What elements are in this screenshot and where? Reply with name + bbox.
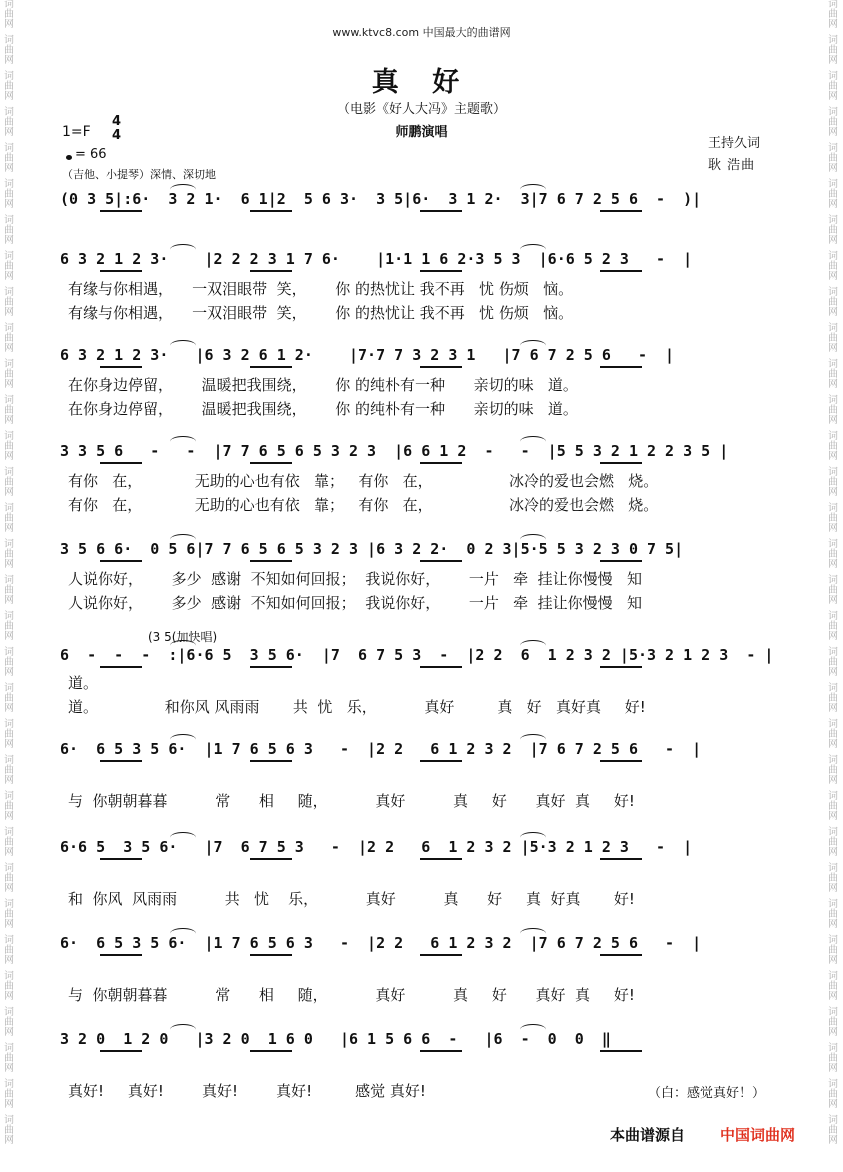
watermark-glyph: 词 曲 网 [4,791,14,822]
watermark-glyph: 词 曲 网 [828,719,838,750]
watermark-glyph: 词 曲 网 [4,683,14,714]
right-watermark [826,0,840,1172]
watermark-glyph: 词 曲 网 [4,575,14,606]
watermark-glyph: 词 曲 网 [828,935,838,966]
tempo-mark [66,147,107,162]
watermark-glyph: 词 曲 网 [828,611,838,642]
watermark-glyph: 词 曲 网 [828,287,838,318]
slur-mark [520,734,546,745]
watermark-glyph: 词 曲 网 [4,611,14,642]
left-watermark [2,0,16,1172]
rhythm-beam [600,760,642,762]
watermark-glyph: 词 曲 网 [828,755,838,786]
watermark-glyph: 词 曲 网 [828,35,838,66]
slur-mark [520,640,546,651]
watermark-glyph: 词 曲 网 [828,143,838,174]
meter-bottom: 4 [112,128,122,143]
lyric-line: 与 你朝朝暮暮 常 相 随， 真好 真 好 真好 真 好! [68,792,635,810]
rhythm-beam [250,858,292,860]
rhythm-beam [420,1050,462,1052]
rhythm-beam [420,858,462,860]
slur-mark [170,436,196,447]
notation-line: 6·6 5 3 5 6· |7 6 7 5 3 - |2 2 6 1 2 3 2 |5·3 2 1 2 3 - | [60,838,693,856]
rhythm-beam [420,954,462,956]
rhythm-beam [100,462,142,464]
rhythm-beam [420,760,462,762]
rhythm-beam [250,366,292,368]
rhythm-beam [600,954,642,956]
rhythm-beam [100,954,142,956]
watermark-glyph: 词 曲 网 [828,539,838,570]
watermark-glyph: 词 曲 网 [4,107,14,138]
watermark-glyph: 词 曲 网 [4,719,14,750]
watermark-glyph: 词 曲 网 [4,539,14,570]
watermark-glyph: 词 曲 网 [4,0,14,30]
watermark-glyph: 词 曲 网 [828,359,838,390]
watermark-glyph: 词 曲 网 [4,1079,14,1110]
key-signature: 1=F [62,124,91,140]
watermark-glyph: 词 曲 网 [828,1115,838,1146]
watermark-glyph: 词 曲 网 [4,1115,14,1146]
slur-mark [520,436,546,447]
time-signature [112,115,121,143]
rhythm-beam [600,462,642,464]
dialog-note: （白：感觉真好！） [648,1086,766,1101]
notation-line: 3 2 0 1 2 0 |3 2 0 1 6 0 |6 1 5 6 6 - |6 - 0 0 ‖ [60,1030,611,1048]
rhythm-beam [420,666,462,668]
meter-top: 4 [112,114,122,129]
footer-source: 本曲谱源自 [610,1126,686,1144]
lyric-line: 人说你好， 多少 感谢 不知如何回报； 我说你好， 一片 牵 挂让你慢慢 知 [68,594,642,612]
lyric-line: 道。 [68,674,99,692]
rhythm-beam [250,270,292,272]
watermark-glyph: 词 曲 网 [828,863,838,894]
slur-mark [520,1024,546,1035]
repeat-lead-note: (3 5(加快唱) [148,630,218,644]
rhythm-beam [100,858,142,860]
song-title: 真 好 [371,67,472,98]
watermark-glyph: 词 曲 网 [828,683,838,714]
rhythm-beam [100,760,142,762]
slur-mark [170,340,196,351]
watermark-glyph: 词 曲 网 [4,359,14,390]
lyric-line: 和 你风 风雨雨 共 忧 乐， 真好 真 好 真 好真 好! [68,890,635,908]
watermark-glyph: 词 曲 网 [4,431,14,462]
watermark-glyph: 词 曲 网 [828,1007,838,1038]
rhythm-beam [100,366,142,368]
watermark-glyph: 词 曲 网 [4,755,14,786]
rhythm-beam [420,560,462,562]
lyric-line: 在你身边停留， 温暖把我围绕， 你 的纯朴有一种 亲切的味 道。 [68,376,578,394]
slur-mark [170,1024,196,1035]
rhythm-beam [600,270,642,272]
watermark-glyph: 词 曲 网 [4,899,14,930]
lyric-line: 有缘与你相遇， 一双泪眼带 笑， 你 的热忧让 我不再 忧 伤烦 恼。 [68,280,574,298]
rhythm-beam [600,210,642,212]
rhythm-beam [250,462,292,464]
composer-credit: 耿 浩曲 [708,158,756,173]
lyric-line: 有你 在， 无助的心也有依 靠； 有你 在， 冰冷的爱也会燃 烧。 [68,496,659,514]
watermark-glyph: 词 曲 网 [828,467,838,498]
rhythm-beam [250,210,292,212]
notation-line: 6 - - - :|6·6 5 3 5 6· |7 6 7 5 3 - |2 2 6 1 2 3 2 |5·3 2 1 2 3 - | [60,646,774,664]
watermark-glyph: 词 曲 网 [828,575,838,606]
slur-mark [170,734,196,745]
watermark-glyph: 词 曲 网 [4,1007,14,1038]
watermark-glyph: 词 曲 网 [4,647,14,678]
watermark-glyph: 词 曲 网 [4,143,14,174]
watermark-glyph: 词 曲 网 [828,791,838,822]
notation-line: 6 3 2 1 2 3· |2 2 2 3 1 7 6· |1·1 1 6 2·3 5 3 |6·6 5 2 3 - | [60,250,693,268]
watermark-glyph: 词 曲 网 [4,467,14,498]
rhythm-beam [100,666,142,668]
watermark-glyph: 词 曲 网 [4,863,14,894]
lyric-line: 人说你好， 多少 感谢 不知如何回报； 我说你好， 一片 牵 挂让你慢慢 知 [68,570,642,588]
watermark-glyph: 词 曲 网 [828,827,838,858]
watermark-glyph: 词 曲 网 [4,971,14,1002]
lyric-line: 有缘与你相遇， 一双泪眼带 笑， 你 的热忧让 我不再 忧 伤烦 恼。 [68,304,574,322]
notation-line: 3 3 5 6 - - |7 7 6 5 6 5 3 2 3 |6 6 1 2 - - |5 5 3 2 1 2 2 3 5 | [60,442,729,460]
slur-mark [170,928,196,939]
watermark-glyph: 词 曲 网 [4,827,14,858]
watermark-glyph: 词 曲 网 [4,395,14,426]
watermark-glyph: 词 曲 网 [828,107,838,138]
slur-mark [170,832,196,843]
rhythm-beam [250,666,292,668]
watermark-glyph: 词 曲 网 [4,287,14,318]
slur-mark [170,244,196,255]
slur-mark [170,534,196,545]
notation-line: 6· 6 5 3 5 6· |1 7 6 5 6 3 - |2 2 6 1 2 3 2 |7 6 7 2 5 6 - | [60,934,702,952]
rhythm-beam [250,560,292,562]
lyric-line: 真好! 真好! 真好! 真好! 感觉 真好! [68,1082,426,1100]
rhythm-beam [100,560,142,562]
rhythm-beam [420,462,462,464]
instrument-note: （吉他、小提琴）深情、深切地 [62,168,216,181]
slur-mark [520,340,546,351]
watermark-glyph: 词 曲 网 [828,215,838,246]
rhythm-beam [600,366,642,368]
singer-credit: 师鹏演唱 [395,125,448,140]
watermark-glyph: 词 曲 网 [4,251,14,282]
watermark-glyph: 词 曲 网 [828,71,838,102]
rhythm-beam [420,270,462,272]
lyricist-credit: 王持久词 [708,136,761,151]
rhythm-beam [600,666,642,668]
watermark-glyph: 词 曲 网 [4,71,14,102]
rhythm-beam [600,560,642,562]
watermark-glyph: 词 曲 网 [828,323,838,354]
watermark-glyph: 词 曲 网 [828,899,838,930]
notation-line: 6· 6 5 3 5 6· |1 7 6 5 6 3 - |2 2 6 1 2 3 2 |7 6 7 2 5 6 - | [60,740,702,758]
watermark-glyph: 词 曲 网 [828,431,838,462]
rhythm-beam [100,1050,142,1052]
lyric-line: 在你身边停留， 温暖把我围绕， 你 的纯朴有一种 亲切的味 道。 [68,400,578,418]
watermark-glyph: 词 曲 网 [828,179,838,210]
rhythm-beam [420,366,462,368]
rhythm-beam [250,954,292,956]
site-header: www.ktvc8.com 中国最大的曲谱网 [332,26,511,39]
watermark-glyph: 词 曲 网 [828,503,838,534]
rhythm-beam [100,270,142,272]
rhythm-beam [420,210,462,212]
notation-line: 3 5 6 6· 0 5 6|7 7 6 5 6 5 3 2 3 |6 3 2 2· 0 2 3|5·5 5 3 2 3 0 7 5| [60,540,684,558]
watermark-glyph: 词 曲 网 [828,1043,838,1074]
footer-brand: 中国词曲网 [720,1126,796,1144]
rhythm-beam [600,1050,642,1052]
watermark-glyph: 词 曲 网 [828,971,838,1002]
watermark-glyph: 词 曲 网 [828,395,838,426]
quarter-note-icon [66,155,72,160]
slur-mark [520,832,546,843]
slur-mark [520,244,546,255]
lyric-line: 有你 在， 无助的心也有依 靠； 有你 在， 冰冷的爱也会燃 烧。 [68,472,659,490]
rhythm-beam [100,210,142,212]
rhythm-beam [250,760,292,762]
notation-line: (0 3 5|:6· 3 2 1· 6 1|2 5 6 3· 3 5|6· 3 1 2· 3|7 6 7 2 5 6 - )| [60,190,702,208]
slur-mark [520,534,546,545]
watermark-glyph: 词 曲 网 [4,323,14,354]
watermark-glyph: 词 曲 网 [4,935,14,966]
slur-mark [170,184,196,195]
rhythm-beam [250,1050,292,1052]
watermark-glyph: 词 曲 网 [828,251,838,282]
watermark-glyph: 词 曲 网 [4,179,14,210]
watermark-glyph: 词 曲 网 [828,1079,838,1110]
lyric-line: 与 你朝朝暮暮 常 相 随， 真好 真 好 真好 真 好! [68,986,635,1004]
lyric-line: 道。 和你风 风雨雨 共 忧 乐， 真好 真 好 真好真 好! [68,698,646,716]
slur-mark [520,184,546,195]
watermark-glyph: 词 曲 网 [828,0,838,30]
watermark-glyph: 词 曲 网 [828,647,838,678]
song-subtitle: （电影《好人大冯》主题歌） [336,102,506,117]
notation-line: 6 3 2 1 2 3· |6 3 2 6 1 2· |7·7 7 3 2 3 1 |7 6 7 2 5 6 - | [60,346,675,364]
watermark-glyph: 词 曲 网 [4,35,14,66]
rhythm-beam [600,858,642,860]
slur-mark [520,928,546,939]
watermark-glyph: 词 曲 网 [4,503,14,534]
watermark-glyph: 词 曲 网 [4,215,14,246]
watermark-glyph: 词 曲 网 [4,1043,14,1074]
tempo-value: = 66 [75,147,107,162]
